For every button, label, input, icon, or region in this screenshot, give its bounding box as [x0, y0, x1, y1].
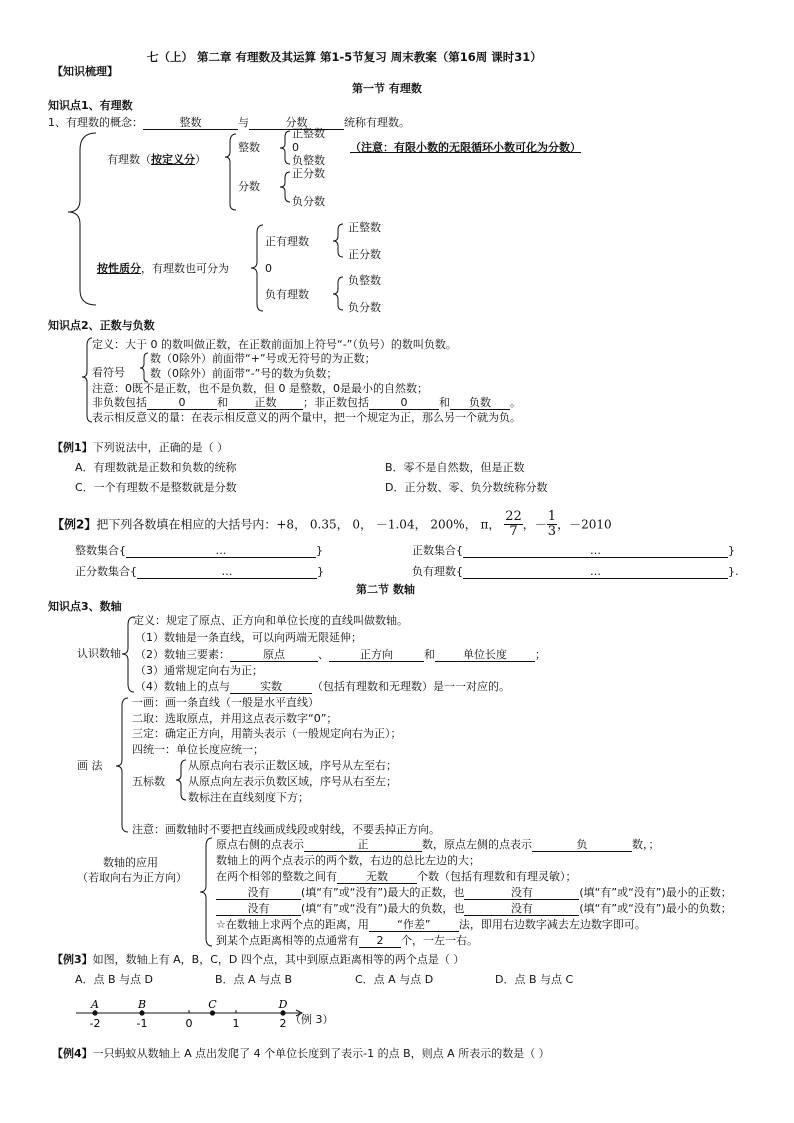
blank-nonneg-0: 0: [147, 397, 217, 410]
posfrac-set-label: 正分数集合{: [75, 565, 137, 578]
blank-nonneg-pos: 正数: [228, 397, 303, 410]
point-c: [210, 1010, 215, 1015]
point-d: [280, 1010, 285, 1015]
p2a: （2）数轴三要素：: [135, 648, 230, 661]
point-a: [92, 1010, 97, 1015]
posfrac-set-close: }: [317, 565, 324, 578]
pos-set-blank[interactable]: …: [463, 545, 728, 558]
a7c: 个，一左一右。: [401, 934, 478, 947]
blank-min-pos: 没有: [464, 887, 579, 900]
negrat-set-label: 负有理数{: [412, 565, 463, 578]
ex1-option-c[interactable]: C．一个有理数不是整数就是分数: [75, 481, 237, 494]
blank-max-neg: 没有: [216, 903, 301, 916]
a1e: 数，；: [632, 838, 660, 851]
blank-origin: 原点: [230, 649, 318, 662]
kp2-def: 定义：大于 0 的数叫做正数，在正数前面加上符号“-”（负号）的数叫负数。: [92, 338, 457, 351]
a5b: (填“有”或“没有”)最大的负数，也: [301, 902, 465, 915]
kp1-title: 知识点1、有理数: [48, 99, 133, 112]
document-title: 七（上） 第二章 有理数及其运算 第1-5节复习 周末教案（第16周 课时31）: [147, 50, 542, 64]
ex2-last: ，－2010: [557, 517, 612, 532]
axis-def: 定义：规定了原点、正方向和单位长度的直线叫做数轴。: [133, 614, 408, 627]
app-line-2: 数轴上的两个点表示的两个数，右边的总比左边的大；: [216, 854, 480, 867]
ex3-option-c[interactable]: C．点 A 与点 D: [355, 973, 434, 986]
def-label-c: ）: [195, 153, 206, 166]
a3a: 在两个相邻的整数之间有: [216, 870, 337, 883]
section2-title: 第二节 数轴: [356, 583, 415, 596]
draw-step-2: 二取：选取原点，并用这点表示数字“0”；: [132, 712, 338, 725]
a4d: (填“有”或“没有”)最小的正数；: [579, 886, 732, 899]
int-set-label: 整数集合{: [75, 544, 126, 557]
int-set-blank[interactable]: …: [126, 545, 316, 558]
concept-prefix: 1、有理数的概念：: [48, 116, 143, 129]
point-label-a: A: [91, 998, 99, 1011]
blank-negative: 负: [532, 839, 632, 852]
prop-label-b: ，有理数也可分为: [141, 262, 229, 275]
ex2-sep: ，－: [522, 517, 547, 532]
pos-frac2-label: 正分数: [348, 248, 381, 261]
zero2-label: 0: [265, 262, 272, 275]
p2e: ；: [535, 648, 546, 661]
negrat-set-blank[interactable]: …: [463, 566, 728, 579]
blank-integer: 整数: [143, 117, 238, 130]
blank-fraction: 分数: [249, 117, 344, 130]
ex3-option-b[interactable]: B．点 A 与点 B: [215, 973, 293, 986]
point-label-b: B: [137, 998, 147, 1011]
app-label-2: （若取向右为正方向）: [77, 871, 187, 884]
a7a: 到某个点距离相等的点通常有: [216, 934, 359, 947]
nonpos-a: ；非正数包括: [303, 396, 369, 409]
p2c: 、: [318, 648, 329, 661]
blank-direction: 正方向: [329, 649, 424, 662]
fraction-label: 分数: [238, 180, 260, 193]
ex2-label: 【例2】: [52, 517, 97, 532]
neg-int-label: 负整数: [292, 154, 325, 167]
integer-label: 整数: [238, 141, 260, 154]
draw-step-5-label: 五标数: [132, 775, 165, 788]
sign-label: 看符号: [92, 366, 125, 379]
ex4-label: 【例4】: [52, 1047, 93, 1060]
neg-int2-label: 负整数: [348, 274, 381, 287]
p4a: （4）数轴上的点与: [135, 680, 230, 693]
draw-step-5b: 从原点向左表示负数区域，序号从右至左；: [188, 775, 397, 788]
blank-infinite: 无数: [337, 871, 417, 884]
section1-title: 第一节 有理数: [352, 82, 422, 95]
a3c: 个数（包括有理数和有理灵敏）；: [417, 870, 577, 883]
kp2-title: 知识点2、正数与负数: [48, 319, 155, 332]
ex3-caption: （例 3）: [290, 1013, 334, 1026]
a4b: (填“有”或“没有”)最大的正数，也: [301, 886, 465, 899]
conj: 与: [238, 116, 249, 129]
neg-frac2-label: 负分数: [348, 301, 381, 314]
tick-label: -1: [136, 1017, 148, 1030]
def-label-a: 有理数（: [107, 153, 151, 166]
tick-label: 1: [232, 1017, 240, 1030]
ex3-option-a[interactable]: A．点 B 与点 D: [75, 973, 154, 986]
a6c: 法，即用右边数字减去左边数字即可。: [458, 918, 646, 931]
ex4-question: [52, 1048, 550, 1061]
pos-set-close: }: [728, 544, 735, 557]
a1c: 数，原点左侧的点表示: [422, 838, 532, 851]
blank-nonpos-0: 0: [369, 397, 439, 410]
and1: 和: [217, 396, 228, 409]
concept-suffix: 统称有理数。: [344, 116, 410, 129]
know-label: 认识数轴: [77, 647, 121, 660]
neg-rat-label: 负有理数: [265, 288, 309, 301]
ex1-q: 下列说法中，正确的是（ ）: [92, 441, 229, 454]
neg-frac-label: 负分数: [292, 195, 325, 208]
ex3-label: 【例3】: [52, 953, 93, 966]
blank-real: 实数: [230, 681, 312, 694]
blank-two: 2: [359, 935, 401, 948]
axis-p1: （1）数轴是一条直线，可以向两端无限延伸；: [135, 631, 362, 644]
ex3-option-d[interactable]: D．点 B 与点 C: [495, 973, 574, 986]
blank-positive: 正: [304, 839, 422, 852]
blank-min-neg: 没有: [464, 903, 579, 916]
blank-nonpos-neg: 负数: [450, 397, 510, 410]
p2d: 和: [424, 648, 435, 661]
draw-label: 画 法: [77, 759, 103, 772]
draw-step-4: 四统一：单位长度应统一；: [132, 743, 264, 756]
section-tag: 【知识梳理】: [52, 65, 118, 78]
point-label-c: C: [208, 998, 217, 1011]
a6a: ☆在数轴上求两个点的距离，用: [216, 918, 369, 931]
nonneg-a: 非负数包括: [92, 396, 147, 409]
prop-label-a: 按性质分: [97, 262, 141, 275]
zero-label: 0: [292, 141, 299, 154]
ex2-q: 把下列各数填在相应的大括号内：: [96, 517, 277, 532]
blank-unit: 单位长度: [435, 649, 535, 662]
tick-label: 0: [185, 1017, 193, 1030]
point-b: [139, 1010, 144, 1015]
end: 。: [510, 396, 521, 409]
tick-label: 2: [279, 1017, 287, 1030]
ex2-nums: +8， 0.35， 0， －1.04， 200%， π，: [276, 517, 501, 532]
ex4-q: 一只蚂蚁从数轴上 A 点出发爬了 4 个单位长度到了表示-1 的点 B，则点 A 所表示的数是（ ）: [92, 1047, 550, 1060]
kp3-title: 知识点3、数轴: [48, 600, 122, 613]
pos-rat-label: 正有理数: [265, 235, 309, 248]
sign-rule-1: 数（0除外）前面带“+”号或无符号的为正数；: [150, 352, 376, 365]
int-set-close: }: [316, 544, 323, 557]
blank-subtract: “作差”: [369, 919, 459, 932]
ex1-option-d[interactable]: D．正分数、零、负分数统称分数: [385, 481, 548, 494]
and2: 和: [439, 396, 450, 409]
f1-den: 7: [509, 524, 518, 540]
kp2-note: 注意：0既不是正数，也不是负数，但 0 是整数，0是最小的自然数；: [92, 382, 428, 395]
draw-note: 注意：画数轴时不要把直线画成线段或射线，不要丢掉正方向。: [132, 823, 440, 836]
note-fraction: （注意：有限小数的无限循环小数可化为分数）: [350, 141, 581, 154]
pos-int-label: 正整数: [292, 127, 325, 140]
point-label-d: D: [278, 998, 288, 1011]
ex1-label: 【例1】: [52, 441, 93, 454]
ex1-option-a[interactable]: A．有理数就是正数和负数的统称: [75, 461, 237, 474]
f1-num: 22: [505, 509, 522, 524]
tick-label: -2: [89, 1017, 101, 1030]
f2-num: 1: [547, 509, 557, 524]
draw-step-5c: 数标注在直线刻度下方；: [188, 791, 309, 804]
a5d: (填“有”或“没有”)最小的负数；: [579, 902, 732, 915]
def-label-b: 按定义分: [151, 153, 195, 166]
draw-step-5a: 从原点向右表示正数区域，序号从左至右；: [188, 759, 397, 772]
app-label-1: 数轴的应用: [103, 856, 158, 869]
pos-frac-label: 正分数: [292, 167, 325, 180]
ex3-q: 如图，数轴上有 A，B，C，D 四个点，其中到原点距离相等的两个点是（ ）: [92, 953, 465, 966]
draw-step-1: 一画：画一条直线（一般是水平直线）: [132, 696, 319, 709]
sign-rule-2: 数（0除外）前面带“-”号的数为负数；: [150, 367, 338, 380]
f2-den: 3: [547, 524, 557, 540]
posfrac-set-blank[interactable]: …: [137, 566, 317, 579]
blank-max-pos: 没有: [216, 887, 301, 900]
p4c: （包括有理数和无理数）是一一对应的。: [312, 680, 510, 693]
pos-int2-label: 正整数: [348, 221, 381, 234]
pos-set-label: 正数集合{: [412, 544, 463, 557]
draw-step-3: 三定：确定正方向，用箭头表示（一般规定向右为正）；: [132, 727, 402, 740]
ex1-option-b[interactable]: B．零不是自然数，但是正数: [385, 461, 525, 474]
negrat-set-close: }.: [728, 565, 739, 578]
a1a: 原点右侧的点表示: [216, 838, 304, 851]
opposite-line: 表示相反意义的量：在表示相反意义的两个量中，把一个规定为正，那么另一个就为负。: [92, 411, 521, 424]
axis-p3: （3）通常规定向右为正；: [135, 664, 263, 677]
